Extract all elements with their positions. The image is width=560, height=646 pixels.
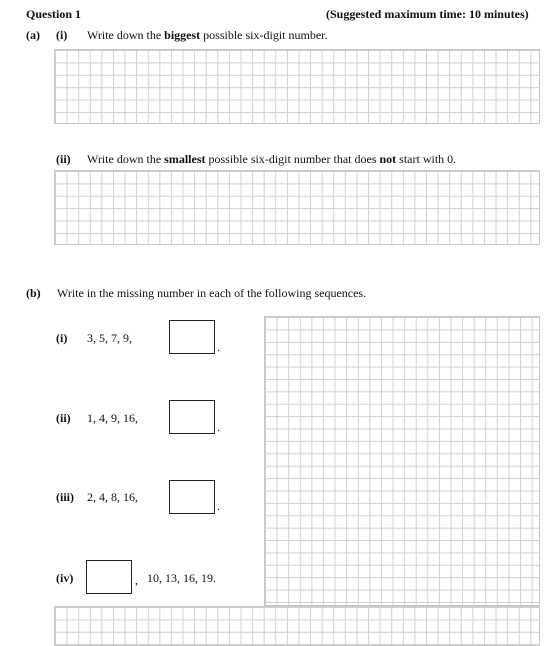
answer-box-b-ii[interactable] — [169, 400, 215, 434]
part-b-iv-sequence: 10, 13, 16, 19. — [147, 571, 216, 585]
answer-box-b-i[interactable] — [169, 320, 215, 354]
part-b-label: (b) — [26, 286, 41, 300]
part-a-ii-text-before: Write down the — [87, 152, 165, 166]
part-a-i-text-after: possible six-digit number. — [200, 28, 328, 42]
part-b-instruction: Write in the missing number in each of the following sequences. — [57, 286, 367, 300]
part-a-ii-text-bold: smallest — [164, 152, 206, 166]
part-a-i-question — [87, 28, 328, 42]
part-b-ii-sequence: 1, 4, 9, 16, — [87, 411, 138, 425]
answer-grid-a-ii[interactable] — [54, 170, 540, 245]
part-b-iii-label: (iii) — [56, 490, 74, 504]
part-b-ii-period: . — [217, 420, 220, 434]
part-a-ii-text-after: start with 0. — [396, 152, 457, 166]
answer-grid-bottom[interactable] — [54, 606, 540, 646]
part-b-iii-sequence: 2, 4, 8, 16, — [87, 490, 138, 504]
part-b-iii-period: . — [217, 499, 220, 513]
question-title: Question 1 — [26, 7, 82, 21]
part-b-iv-label: (iv) — [56, 571, 74, 585]
part-a-i-text-before: Write down the — [87, 28, 165, 42]
part-a-ii-text-bold2: not — [379, 152, 397, 166]
part-b-i-period: . — [217, 340, 220, 354]
working-grid-b[interactable] — [264, 316, 540, 606]
part-a-ii-label: (ii) — [56, 152, 71, 166]
part-b-ii-label: (ii) — [56, 411, 71, 425]
part-a-ii-question — [87, 152, 456, 166]
part-a-label: (a) — [26, 28, 40, 42]
answer-box-b-iv[interactable] — [86, 560, 132, 594]
part-b-i-label: (i) — [56, 331, 68, 345]
part-a-ii-text-middle: possible six-digit number that does — [205, 152, 380, 166]
part-b-iv-comma: , — [135, 573, 138, 587]
part-a-i-text-bold: biggest — [164, 28, 201, 42]
answer-box-b-iii[interactable] — [169, 480, 215, 514]
answer-grid-a-i[interactable] — [54, 49, 540, 124]
suggested-time: (Suggested maximum time: 10 minutes) — [326, 7, 529, 21]
part-b-i-sequence: 3, 5, 7, 9, — [87, 331, 132, 345]
part-a-i-label: (i) — [56, 28, 68, 42]
